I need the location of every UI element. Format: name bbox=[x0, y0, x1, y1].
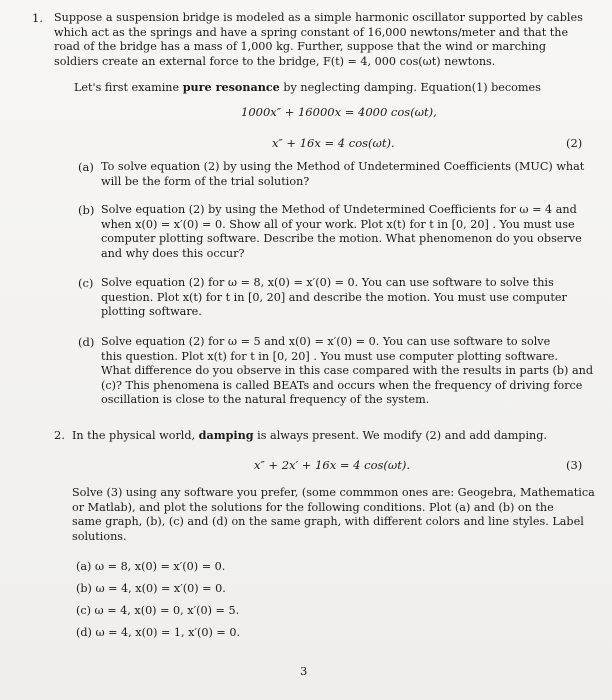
part-b-label: (b) bbox=[78, 203, 95, 217]
condition-c: (c) ω = 4, x(0) = 0, x′(0) = 5. bbox=[76, 604, 240, 617]
equation-3: x″ + 2x′ + 16x = 4 cos(ωt). bbox=[254, 458, 411, 472]
pure-pre: Let's first examine bbox=[74, 81, 183, 94]
q2-body-line: solutions. bbox=[72, 529, 127, 543]
q1-intro-line: soldiers create an external force to the bridge, F(t) = 4, 000 cos(ωt) newtons. bbox=[54, 54, 496, 68]
condition-b: (b) ω = 4, x(0) = x′(0) = 0. bbox=[76, 582, 226, 595]
equation-2: x″ + 16x = 4 cos(ωt). bbox=[272, 136, 395, 150]
part-b-line: computer plotting software. Describe the motion. What phenomenon do you observe bbox=[101, 232, 582, 246]
q1-intro bbox=[54, 11, 594, 69]
equation-3-tag: (3) bbox=[566, 458, 583, 472]
equation-1: 1000x″ + 16000x = 4000 cos(ωt), bbox=[241, 105, 437, 119]
part-d-line: (c)? This phenomena is called BEATs and occurs when the frequency of driving force bbox=[101, 378, 583, 392]
damping-term: damping bbox=[198, 428, 254, 442]
q1-intro-line: which act as the springs and have a spring constant of 16,000 newtons/meter and that the bbox=[54, 25, 569, 39]
part-d-label: (d) bbox=[78, 335, 95, 349]
q2-body bbox=[72, 486, 595, 544]
part-c-text bbox=[101, 276, 567, 320]
part-c-line: Solve equation (2) for ω = 8, x(0) = x′(0) = 0. You can use software to solve this bbox=[101, 276, 554, 289]
q2-body-line: or Matlab), and plot the solutions for the following conditions. Plot (a) and (b) on the bbox=[72, 500, 554, 514]
part-a-line: will be the form of the trial solution? bbox=[101, 174, 310, 188]
part-d-text bbox=[101, 335, 593, 408]
pure-post: by neglecting damping. Equation(1) becomes bbox=[279, 81, 541, 94]
part-b-line: and why does this occur? bbox=[101, 246, 245, 260]
pure-resonance-line bbox=[74, 80, 541, 96]
pure-resonance-term: pure resonance bbox=[182, 80, 280, 94]
part-a-line: To solve equation (2) by using the Method of Undetermined Coefficients (MUC) what bbox=[101, 160, 585, 173]
part-d-line: oscillation is close to the natural frequency of the system. bbox=[101, 393, 430, 407]
part-a-label: (a) bbox=[78, 160, 94, 174]
part-c-line: plotting software. bbox=[101, 305, 202, 319]
part-d-line: this question. Plot x(t) for t in [0, 20] . You must use computer plotting software. bbox=[101, 349, 558, 363]
part-b-line: when x(0) = x′(0) = 0. Show all of your work. Plot x(t) for t in [0, 20] . You must use bbox=[101, 217, 575, 231]
q2-intro bbox=[72, 428, 547, 444]
q2-number: 2. bbox=[54, 428, 65, 442]
equation-2-tag: (2) bbox=[566, 136, 583, 150]
condition-d: (d) ω = 4, x(0) = 1, x′(0) = 0. bbox=[76, 626, 241, 639]
part-a-text bbox=[101, 160, 584, 189]
part-b-text bbox=[101, 203, 582, 261]
condition-a: (a) ω = 8, x(0) = x′(0) = 0. bbox=[76, 560, 226, 573]
part-d-line: What difference do you observe in this case compared with the results in parts (b) and bbox=[101, 364, 593, 378]
part-c-label: (c) bbox=[78, 276, 94, 290]
part-c-line: question. Plot x(t) for t in [0, 20] and describe the motion. You must use computer bbox=[101, 290, 567, 304]
page-number: 3 bbox=[300, 664, 308, 678]
q1-number: 1. bbox=[32, 11, 43, 25]
q1-intro-line: Suppose a suspension bridge is modeled as a simple harmonic oscillator supported by cables bbox=[54, 11, 583, 24]
q1-intro-line: road of the bridge has a mass of 1,000 kg. Further, suppose that the wind or marching bbox=[54, 40, 547, 54]
part-b-line: Solve equation (2) by using the Method of Undetermined Coefficients for ω = 4 and bbox=[101, 203, 577, 216]
q2-intro-pre: In the physical world, bbox=[72, 429, 199, 442]
part-d-line: Solve equation (2) for ω = 5 and x(0) = x′(0) = 0. You can use software to solve bbox=[101, 335, 551, 348]
q2-intro-post: is always present. We modify (2) and add damping. bbox=[253, 429, 547, 442]
q2-body-line: same graph, (b), (c) and (d) on the same graph, with different colors and line styles. Label bbox=[72, 515, 584, 529]
q2-body-line: Solve (3) using any software you prefer, (some commmon ones are: Geogebra, Mathematica bbox=[72, 486, 595, 499]
